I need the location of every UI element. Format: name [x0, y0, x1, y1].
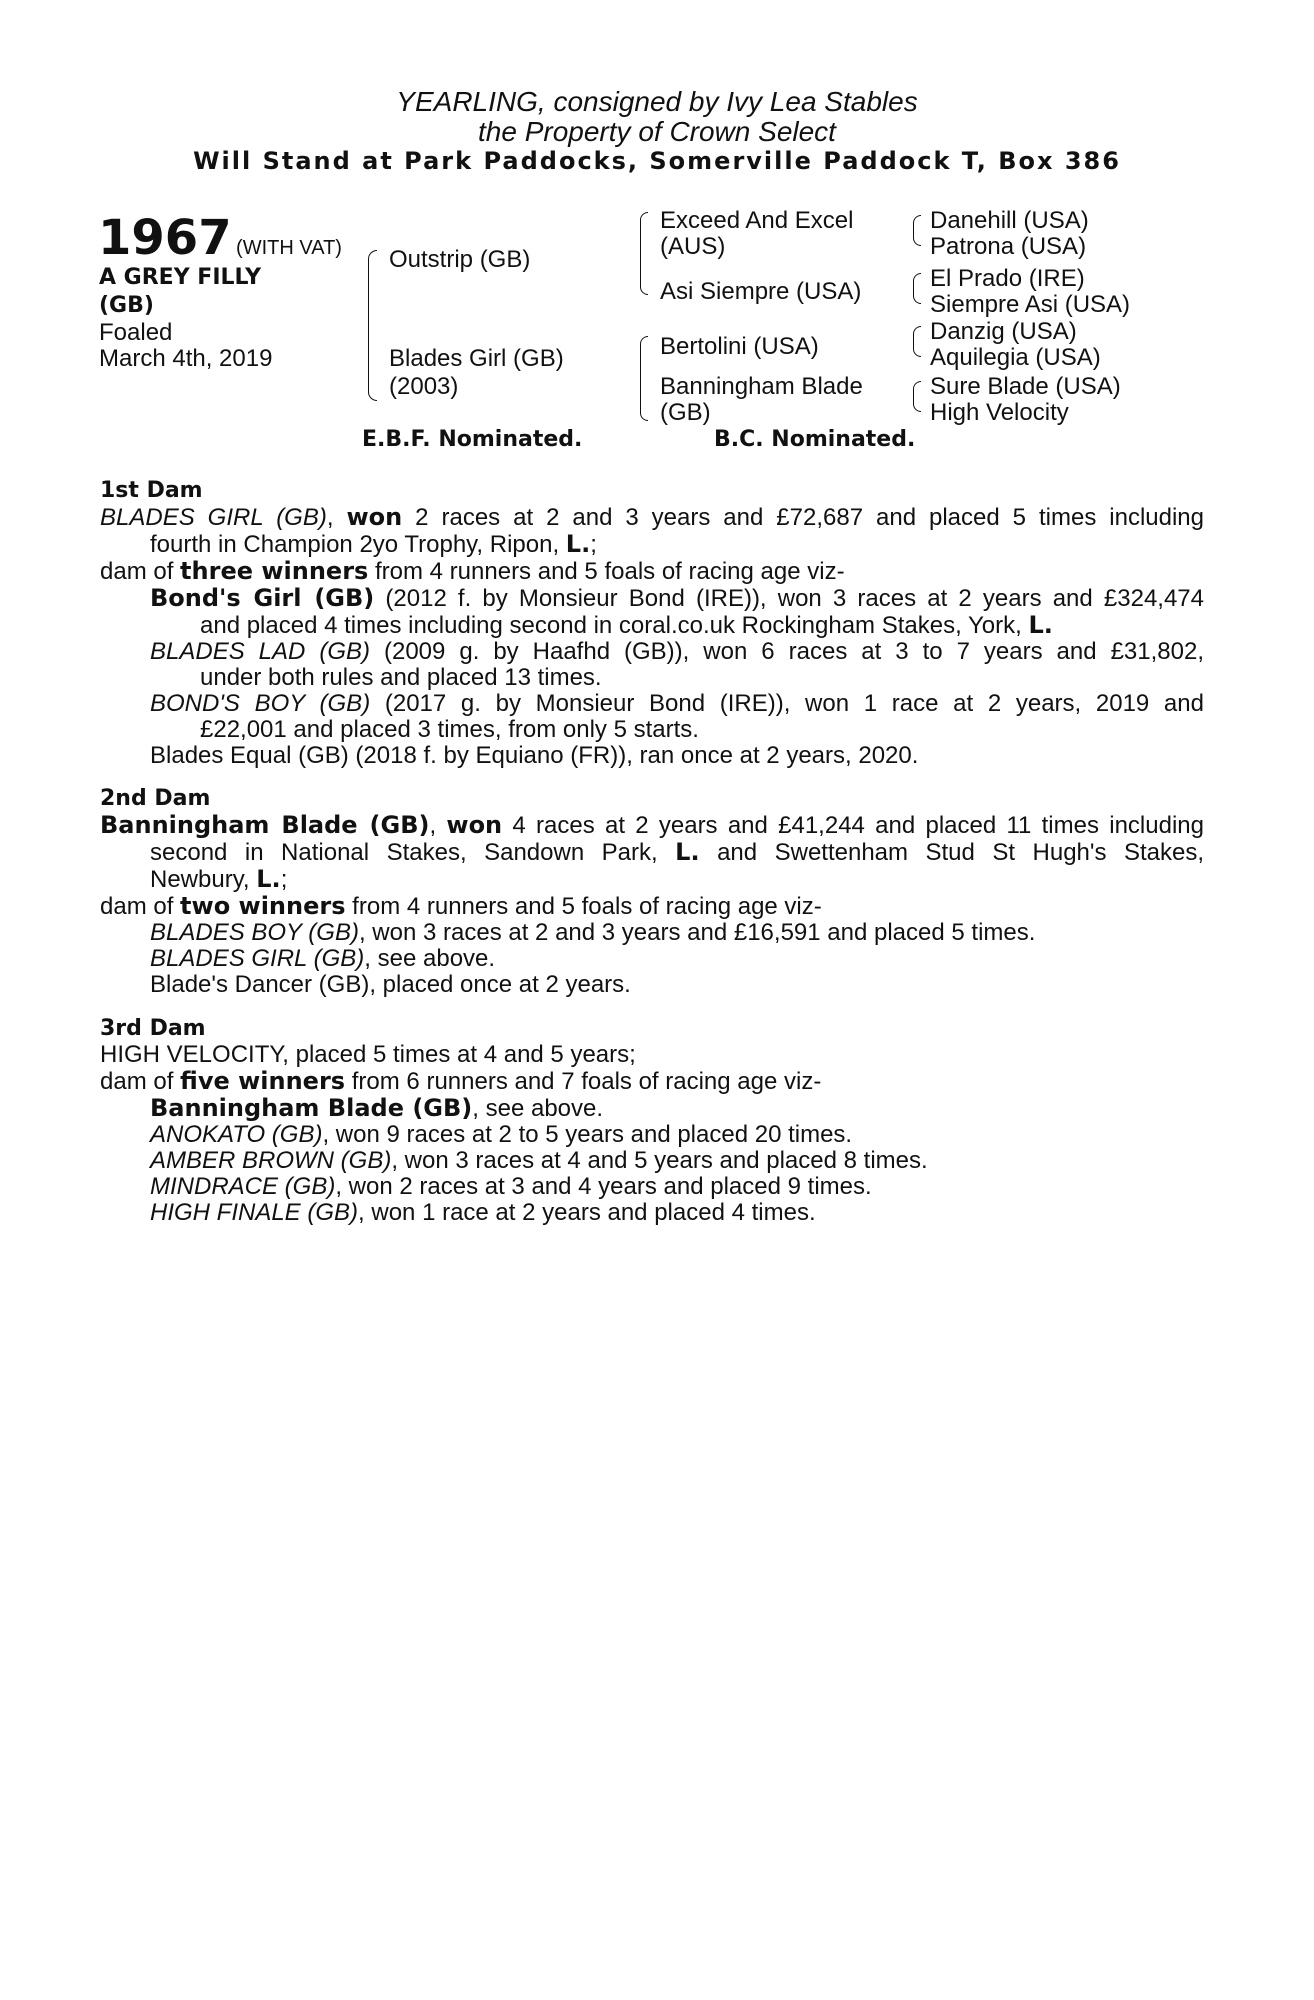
third-dam-record: HIGH VELOCITY, placed 5 times at 4 and 5 years; [100, 1041, 636, 1068]
second-dam-name: Banningham Blade (GB) [100, 811, 430, 839]
second-dam-record-line-1: Banningham Blade (GB), won 4 races at 2 years and £41,244 and placed 11 times including [100, 811, 1204, 839]
second-dam-progeny-2-name: BLADES GIRL (GB) [150, 945, 365, 972]
first-dam-semicolon: ; [590, 531, 597, 558]
third-dam-heading: 3rd Dam [100, 1016, 206, 1041]
second-dam-progeny-3: Blade's Dancer (GB), placed once at 2 years. [150, 971, 631, 998]
second-dam-heading: 2nd Dam [100, 786, 211, 811]
first-dam-record-line-1: BLADES GIRL (GB), won 2 races at 2 and 3 years and £72,687 and placed 5 times including [100, 503, 1204, 531]
dam-dam-line-1: Banningham Blade [660, 373, 863, 400]
first-dam-progeny-2-record-1: (2009 g. by Haafhd (GB)), won 6 races at 3 to 7 years and £31,802, [370, 638, 1204, 665]
first-dam-progeny-1-record-1: (2012 f. by Monsieur Bond (IRE)), won 3 races at 2 years and £324,474 [374, 585, 1204, 612]
third-dam-progeny-3 [100, 1148, 1204, 1174]
sire: Outstrip (GB) [389, 246, 531, 273]
pedigree-brace-ss-top [913, 215, 921, 231]
first-dam-won: won [346, 503, 403, 531]
second-dam-record-2b: and Swettenham Stud St Hugh's Stakes, [699, 839, 1205, 866]
first-dam-progeny-2-line-2: under both rules and placed 13 times. [200, 664, 602, 691]
ebf-nominated: E.B.F. Nominated. [362, 427, 583, 452]
pedigree-brace-ds-bottom [913, 341, 921, 357]
third-dam-progeny-2-name: ANOKATO (GB) [150, 1121, 323, 1148]
third-dam-progeny-2-record: , won 9 races at 2 to 5 years and placed 20 times. [322, 1121, 853, 1148]
third-dam-progeny-3-name: AMBER BROWN (GB) [150, 1147, 392, 1174]
third-dam-section [100, 1016, 1204, 1226]
sire-dam-sire: El Prado (IRE) [930, 265, 1085, 292]
first-dam-damof-prefix: dam of [100, 558, 181, 585]
dam-name: Blades Girl (GB) [389, 345, 564, 372]
first-dam-winners-count: three winners [180, 557, 369, 585]
dam-sire-dam: Aquilegia (USA) [930, 344, 1101, 371]
header-line-2: the Property of Crown Select [478, 116, 836, 147]
sire-sire-sire: Danehill (USA) [930, 207, 1089, 234]
header-line-1: YEARLING, consigned by Ivy Lea Stables [396, 86, 918, 117]
pedigree-brace-dd-bottom [913, 396, 921, 412]
first-dam-progeny-3-name: BOND'S BOY (GB) [150, 690, 371, 717]
pedigree-brace-sd-bottom [913, 288, 921, 304]
first-dam-progeny-3-line-1 [100, 691, 1204, 717]
second-dam-progeny-2 [100, 946, 1204, 972]
second-dam-damof-suffix: from 4 runners and 5 foals of racing age viz- [345, 893, 822, 920]
third-dam-progeny-3-record: , won 3 races at 4 and 5 years and placed 8 times. [391, 1147, 928, 1174]
first-dam-progeny-1-record-2: and placed 4 times including second in coral.co.uk Rockingham Stakes, York, [200, 612, 1029, 639]
lot-description-line-1: A GREY FILLY [99, 265, 262, 290]
dam-sire-sire: Danzig (USA) [930, 318, 1077, 345]
sire-sire-line-1: Exceed And Excel [660, 207, 854, 234]
second-dam-record-line-2 [100, 839, 1204, 866]
first-dam-progeny-2-line-1 [100, 639, 1204, 665]
second-dam-record-2a: second in National Stakes, Sandown Park, [150, 839, 676, 866]
lot-number: 1967 [98, 210, 232, 266]
first-dam-progeny-1-line-1 [100, 585, 1204, 612]
pedigree-brace-sire-top [640, 212, 648, 253]
vat-note: (WITH VAT) [236, 237, 342, 259]
pedigree-brace-ss-bottom [913, 230, 921, 246]
first-dam-damof-suffix: from 4 runners and 5 foals of racing age viz- [368, 558, 845, 585]
second-dam-produce-summary [100, 893, 1204, 920]
third-dam-progeny-1-name: Banningham Blade (GB) [150, 1094, 473, 1122]
third-dam-progeny-5-name: HIGH FINALE (GB) [150, 1199, 359, 1226]
pedigree-brace-sire-bottom [640, 252, 648, 295]
second-dam-listed-2: L. [256, 865, 281, 893]
second-dam-damof-prefix: dam of [100, 893, 181, 920]
third-dam-progeny-1-record: , see above. [472, 1095, 604, 1122]
sire-sire-line-2: (AUS) [660, 233, 726, 260]
dam-year: (2003) [389, 373, 459, 400]
first-dam-progeny-2-name: BLADES LAD (GB) [150, 638, 371, 665]
second-dam-progeny-1 [100, 920, 1204, 946]
third-dam-progeny-2 [100, 1122, 1204, 1148]
third-dam-progeny-4 [100, 1174, 1204, 1200]
pedigree-brace-dd-top [913, 381, 921, 397]
second-dam-progeny-1-name: BLADES BOY (GB) [150, 919, 359, 946]
first-dam-progeny-1-name: Bond's Girl (GB) [150, 584, 375, 612]
foaled-date: March 4th, 2019 [99, 345, 273, 372]
first-dam-progeny-3-line-2: £22,001 and placed 3 times, from only 5 starts. [200, 716, 699, 743]
first-dam-progeny-3-record-1: (2017 g. by Monsieur Bond (IRE)), won 1 race at 2 years, 2019 and [370, 690, 1204, 717]
foaled-label: Foaled [99, 319, 173, 346]
second-dam-won: won [446, 811, 503, 839]
lot-number-block [98, 210, 342, 266]
third-dam-progeny-4-record: , won 2 races at 3 and 4 years and placed 9 times. [335, 1173, 872, 1200]
first-dam-record-line-2 [100, 531, 1204, 558]
first-dam-heading: 1st Dam [100, 478, 203, 503]
first-dam-listed: L. [565, 530, 591, 558]
dam-dam-line-2: (GB) [660, 399, 711, 426]
third-dam-progeny-5 [100, 1200, 1204, 1226]
second-dam-progeny-2-record: , see above. [364, 945, 496, 972]
first-dam-section [100, 478, 1204, 769]
first-dam-progeny-4: Blades Equal (GB) (2018 f. by Equiano (FR)), ran once at 2 years, 2020. [150, 742, 919, 769]
second-dam-semicolon: ; [280, 866, 288, 893]
second-dam-record-3: Newbury, [150, 866, 257, 893]
first-dam-name: BLADES GIRL (GB) [100, 504, 327, 531]
bc-nominated: B.C. Nominated. [714, 427, 916, 452]
sire-dam: Asi Siempre (USA) [660, 278, 862, 305]
second-dam-section [100, 786, 1204, 998]
second-dam-record-line-3 [100, 866, 1204, 893]
first-dam-progeny-1-line-2 [100, 612, 1204, 639]
pedigree-brace-ds-top [913, 326, 921, 342]
pedigree-brace-sd-top [913, 273, 921, 289]
second-dam-winners-count: two winners [180, 892, 346, 920]
dam-sire: Bertolini (USA) [660, 333, 819, 360]
dam-dam-sire: Sure Blade (USA) [930, 373, 1121, 400]
third-dam-damof-prefix: dam of [100, 1068, 181, 1095]
header-line-3: Will Stand at Park Paddocks, Somerville Paddock T, Box 386 [193, 147, 1121, 175]
third-dam-damof-suffix: from 6 runners and 7 foals of racing age viz- [345, 1068, 822, 1095]
sire-sire-dam: Patrona (USA) [930, 233, 1087, 260]
pedigree-brace-gen1-bottom [368, 325, 377, 401]
pedigree-brace-gen1-top [368, 250, 377, 326]
third-dam-produce-summary [100, 1068, 1204, 1095]
pedigree-brace-dam-bottom [640, 378, 648, 421]
third-dam-progeny-4-name: MINDRACE (GB) [150, 1173, 336, 1200]
second-dam-listed-1: L. [675, 838, 700, 866]
first-dam-record-2: fourth in Champion 2yo Trophy, Ripon, [150, 531, 566, 558]
first-dam-record-1: 2 races at 2 and 3 years and £72,687 and placed 5 times including [402, 504, 1204, 531]
lot-description-line-2: (GB) [99, 293, 154, 318]
second-dam-record-1: 4 races at 2 years and £41,244 and placed 11 times including [502, 812, 1204, 839]
pedigree-brace-dam-top [640, 336, 648, 379]
first-dam-produce-summary [100, 558, 1204, 585]
third-dam-progeny-5-record: , won 1 race at 2 years and placed 4 times. [358, 1199, 816, 1226]
dam-dam-dam: High Velocity [930, 399, 1069, 426]
second-dam-progeny-1-record: , won 3 races at 2 and 3 years and £16,591 and placed 5 times. [358, 919, 1036, 946]
first-dam-progeny-1-listed: L. [1028, 611, 1053, 639]
third-dam-winners-count: five winners [180, 1067, 346, 1095]
third-dam-progeny-1 [100, 1095, 1204, 1122]
sire-dam-dam: Siempre Asi (USA) [930, 291, 1131, 318]
